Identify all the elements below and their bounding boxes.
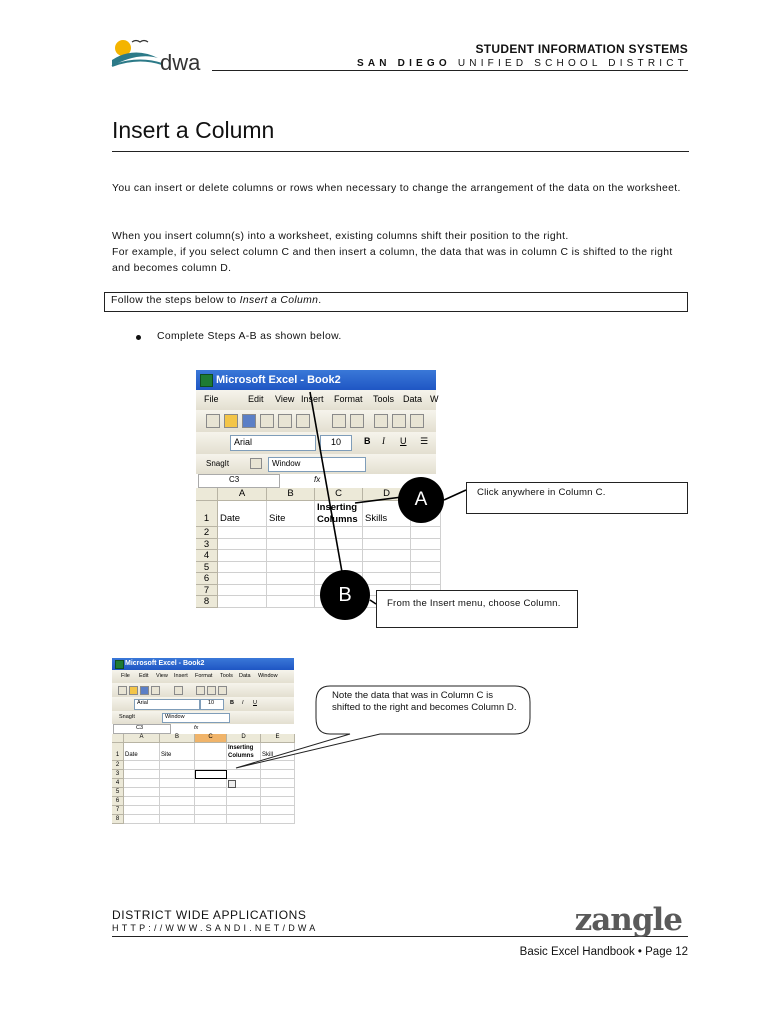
row-header[interactable]: 4	[112, 779, 124, 788]
cell[interactable]	[363, 550, 411, 562]
cell[interactable]	[267, 550, 315, 562]
row-header[interactable]: 2	[112, 761, 124, 770]
fx-icon: fx	[194, 725, 199, 731]
cell[interactable]	[124, 779, 160, 788]
footer-page-label: Basic Excel Handbook • Page 12	[519, 946, 688, 958]
menu-view[interactable]: View	[156, 673, 168, 679]
copy-icon[interactable]	[207, 686, 216, 695]
cell[interactable]	[124, 770, 160, 779]
cut-icon[interactable]	[196, 686, 205, 695]
cell[interactable]	[160, 806, 195, 815]
cell[interactable]	[124, 788, 160, 797]
column-header[interactable]: A	[124, 734, 160, 743]
cell[interactable]	[363, 573, 411, 585]
menu-insert[interactable]: Insert	[174, 673, 188, 679]
cell[interactable]	[195, 761, 227, 770]
underline-button[interactable]: U	[400, 436, 407, 446]
cell[interactable]	[218, 527, 267, 539]
new-icon[interactable]	[118, 686, 127, 695]
row-header[interactable]: 6	[196, 573, 218, 585]
align-left-icon[interactable]: ☰	[420, 436, 429, 446]
steps-banner: Follow the steps below to Insert a Column.	[104, 292, 688, 312]
cell[interactable]	[124, 797, 160, 806]
name-box[interactable]: C3	[198, 474, 280, 488]
note-callout-text: Note the data that was in Column C is shifted to the right and becomes Column D.	[332, 690, 517, 713]
cell[interactable]	[218, 539, 267, 551]
italic-button[interactable]: I	[242, 700, 244, 706]
cell[interactable]	[227, 806, 261, 815]
cell[interactable]	[218, 585, 267, 597]
cell[interactable]	[261, 788, 295, 797]
excel-title-bar: Microsoft Excel - Book2	[196, 370, 436, 390]
new-icon[interactable]	[206, 414, 220, 428]
menu-view[interactable]: View	[275, 394, 295, 404]
cell[interactable]	[124, 815, 160, 824]
cell[interactable]: Inserting Columns	[315, 501, 363, 527]
column-header-selected[interactable]: C	[195, 734, 227, 743]
font-name-box[interactable]: Arial	[134, 699, 200, 710]
selected-cell-outline	[195, 770, 227, 779]
cell[interactable]	[124, 806, 160, 815]
cell[interactable]	[160, 788, 195, 797]
column-header[interactable]: C	[315, 488, 363, 501]
snagit-mode-select[interactable]: Window	[162, 713, 230, 723]
snagit-mode-select[interactable]: Window	[268, 457, 366, 472]
cell[interactable]	[363, 527, 411, 539]
cell[interactable]	[411, 527, 441, 539]
italic-button[interactable]: I	[382, 436, 385, 446]
menu-window[interactable]: Window	[258, 673, 278, 679]
row-header[interactable]: 6	[112, 797, 124, 806]
menu-insert[interactable]: Insert	[301, 394, 324, 404]
menu-file[interactable]: File	[204, 394, 219, 404]
callout-b-box: From the Insert menu, choose Column.	[376, 590, 578, 628]
column-header[interactable]: D	[227, 734, 261, 743]
bullet-dot	[136, 335, 141, 340]
cell[interactable]	[363, 539, 411, 551]
excel-menu-bar[interactable]	[196, 390, 439, 411]
fx-icon: fx	[314, 475, 321, 484]
cell[interactable]	[363, 562, 411, 574]
underline-button[interactable]: U	[253, 700, 257, 706]
footer-title: DISTRICT WIDE APPLICATIONS	[112, 908, 307, 922]
cell[interactable]	[267, 539, 315, 551]
page-title: Insert a Column	[112, 117, 275, 143]
permission-icon[interactable]	[260, 414, 274, 428]
cell[interactable]	[227, 797, 261, 806]
formula-bar	[196, 474, 436, 489]
column-header[interactable]: A	[218, 488, 267, 501]
font-size-box[interactable]: 10	[320, 435, 352, 451]
standard-toolbar	[196, 410, 436, 433]
cell[interactable]	[261, 815, 295, 824]
cell[interactable]	[160, 815, 195, 824]
paste-icon[interactable]	[218, 686, 227, 695]
step-a-marker: A	[398, 477, 444, 523]
cell[interactable]	[195, 743, 227, 761]
cell[interactable]	[227, 815, 261, 824]
spelling-icon[interactable]	[174, 686, 183, 695]
menu-format[interactable]: Format	[195, 673, 213, 679]
spelling-icon[interactable]	[332, 414, 346, 428]
cell[interactable]	[160, 797, 195, 806]
row-header[interactable]: 8	[112, 815, 124, 824]
title-rule	[112, 151, 689, 152]
print-preview-icon[interactable]	[296, 414, 310, 428]
menu-data[interactable]: Data	[403, 394, 423, 404]
menu-format[interactable]: Format	[334, 394, 363, 404]
cell[interactable]	[218, 562, 267, 574]
row-header[interactable]: 7	[196, 585, 218, 597]
snagit-toolbar	[196, 454, 436, 475]
menu-tools[interactable]: Tools	[373, 394, 395, 404]
cut-icon[interactable]	[374, 414, 388, 428]
cell[interactable]	[160, 770, 195, 779]
research-icon[interactable]	[350, 414, 364, 428]
save-icon[interactable]	[140, 686, 149, 695]
excel-app-icon	[115, 660, 124, 669]
cell[interactable]	[227, 788, 261, 797]
cell[interactable]	[267, 596, 315, 608]
snagit-button[interactable]: SnagIt	[206, 459, 230, 468]
cell[interactable]	[261, 797, 295, 806]
zangle-logo: zangle	[574, 902, 682, 938]
row-header[interactable]: 5	[196, 562, 218, 574]
open-icon[interactable]	[129, 686, 138, 695]
copy-icon[interactable]	[392, 414, 406, 428]
svg-text:dwa: dwa	[160, 50, 201, 75]
menu-file[interactable]: File	[121, 673, 130, 679]
cell[interactable]	[195, 797, 227, 806]
cell[interactable]: Site	[267, 501, 315, 527]
row-header[interactable]: 3	[196, 539, 218, 551]
column-header[interactable]: B	[160, 734, 195, 743]
cell[interactable]	[218, 550, 267, 562]
print-icon[interactable]	[278, 414, 292, 428]
cell[interactable]: Date	[218, 501, 267, 527]
cell[interactable]	[160, 761, 195, 770]
cell[interactable]	[195, 779, 227, 788]
cell[interactable]	[315, 550, 363, 562]
example-paragraph: For example, if you select column C and then insert a column, the data that was in column C is shifted to the right and becomes column D.	[112, 247, 673, 274]
row-header[interactable]: 2	[196, 527, 218, 539]
excel-title-bar: Microsoft Excel - Book2	[112, 658, 294, 670]
row-header[interactable]: 1	[196, 501, 218, 527]
column-header[interactable]: D	[363, 488, 411, 501]
header-rule	[212, 70, 688, 71]
menu-edit[interactable]: Edit	[248, 394, 264, 404]
excel-app-icon	[200, 374, 213, 387]
column-header[interactable]: E	[261, 734, 295, 743]
row-header[interactable]: 7	[112, 806, 124, 815]
cell[interactable]: Inserting Columns	[227, 743, 261, 761]
intro-paragraph: You can insert or delete columns or rows when necessary to change the arrangement of the data on the worksheet.	[112, 183, 681, 194]
paste-icon[interactable]	[410, 414, 424, 428]
bullet-text: Complete Steps A-B as shown below.	[157, 331, 342, 342]
cell[interactable]	[411, 573, 441, 585]
open-icon[interactable]	[224, 414, 238, 428]
cell[interactable]	[160, 779, 195, 788]
cell[interactable]	[267, 573, 315, 585]
snagit-icon[interactable]	[250, 458, 262, 469]
row-header[interactable]: 4	[196, 550, 218, 562]
name-box[interactable]: C3	[113, 724, 171, 734]
row-header[interactable]: 1	[112, 743, 124, 761]
select-all-corner[interactable]	[196, 488, 218, 501]
save-icon[interactable]	[242, 414, 256, 428]
callout-a-box: Click anywhere in Column C.	[466, 482, 688, 514]
header-title: STUDENT INFORMATION SYSTEMS	[475, 42, 688, 56]
row-header[interactable]: 3	[112, 770, 124, 779]
cell[interactable]	[411, 562, 441, 574]
cell[interactable]: Skills	[363, 501, 411, 527]
cell[interactable]	[218, 573, 267, 585]
row-header[interactable]: 8	[196, 596, 218, 608]
cell[interactable]: Date	[124, 743, 160, 761]
cell[interactable]: Site	[160, 743, 195, 761]
menu-data[interactable]: Data	[239, 673, 251, 679]
row-header[interactable]: 5	[112, 788, 124, 797]
select-all-corner[interactable]	[112, 734, 124, 743]
cell[interactable]	[195, 806, 227, 815]
font-size-box[interactable]: 10	[200, 699, 224, 710]
cell[interactable]	[267, 585, 315, 597]
cell[interactable]	[218, 596, 267, 608]
cell[interactable]	[261, 806, 295, 815]
cell[interactable]	[315, 539, 363, 551]
cell[interactable]: Skill	[261, 743, 295, 761]
header-subtitle: SAN DIEGO UNIFIED SCHOOL DISTRICT	[356, 58, 688, 69]
bold-button[interactable]: B	[364, 436, 371, 446]
dwa-logo	[110, 36, 216, 74]
font-name-box[interactable]: Arial	[230, 435, 316, 451]
menu-edit[interactable]: Edit	[139, 673, 149, 679]
bold-button[interactable]: B	[230, 700, 234, 706]
print-icon[interactable]	[151, 686, 160, 695]
cell[interactable]	[195, 788, 227, 797]
cell[interactable]	[195, 815, 227, 824]
cell[interactable]	[124, 761, 160, 770]
cell[interactable]	[315, 527, 363, 539]
formatting-toolbar	[196, 432, 436, 455]
menu-tools[interactable]: Tools	[220, 673, 233, 679]
cell[interactable]	[267, 527, 315, 539]
footer-url: HTTP://WWW.SANDI.NET/DWA	[112, 923, 319, 933]
menu-window[interactable]: W	[430, 394, 439, 404]
cell[interactable]	[267, 562, 315, 574]
insert-explanation: When you insert column(s) into a worksheet, existing columns shift their position to the right.	[112, 231, 569, 242]
snagit-button[interactable]: SnagIt	[119, 714, 135, 720]
column-header[interactable]: B	[267, 488, 315, 501]
connector-a-line	[444, 490, 466, 500]
cell[interactable]	[411, 550, 441, 562]
step-b-marker: B	[320, 570, 370, 620]
cell[interactable]	[411, 539, 441, 551]
